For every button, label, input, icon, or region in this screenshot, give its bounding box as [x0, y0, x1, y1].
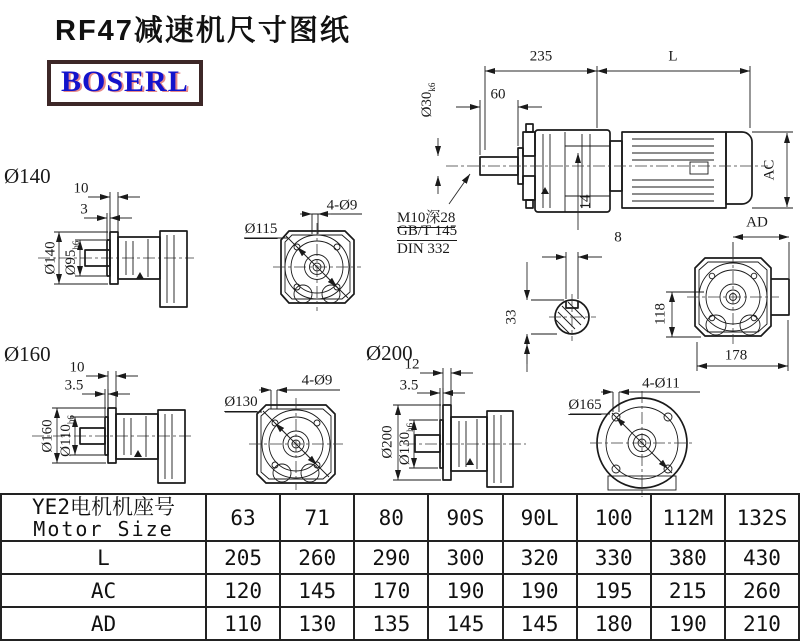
dim-160-spigot: $Ø110_{h6}$ [58, 415, 76, 457]
dim-14: 14 [577, 194, 594, 210]
size-col: 80 [354, 494, 428, 541]
dim-235: 235 [529, 48, 553, 65]
table-header-row [1, 494, 799, 541]
cell-L: 260 [280, 541, 354, 574]
dim-200-3-5: 3.5 [399, 377, 419, 394]
cell-L: 205 [206, 541, 280, 574]
motor-size-header-cn: YE2电机机座号 [32, 494, 175, 519]
dim-140-holes: 4-Ø9 [326, 197, 358, 214]
cell-L: 430 [725, 541, 799, 574]
note-thread: M10深28 [397, 206, 455, 228]
cell-AD: 145 [503, 607, 577, 640]
page-title: RF47减速机尺寸图纸 [55, 15, 351, 47]
dim-160-holes: 4-Ø9 [301, 372, 333, 389]
row-label-L: L [1, 541, 206, 574]
cell-AD: 145 [428, 607, 502, 640]
dim-200-outer: Ø200 [379, 425, 396, 459]
cell-AD: 210 [725, 607, 799, 640]
dim-160-outer: Ø160 [39, 419, 56, 453]
cell-AC: 190 [503, 574, 577, 607]
cell-L: 300 [428, 541, 502, 574]
table-row-AD [1, 607, 799, 640]
dim-AC: AC [761, 159, 778, 181]
cell-AC: 195 [577, 574, 651, 607]
cell-L: 320 [503, 541, 577, 574]
cell-AC: 145 [280, 574, 354, 607]
label-flange-160: Ø160 [4, 342, 51, 366]
dim-160-bolt-circle: Ø130 [224, 394, 258, 410]
row-label-AD: AD [1, 607, 206, 640]
dim-178: 178 [724, 347, 748, 364]
dim-shaft-diameter: $Ø30_{k6}$ [419, 82, 437, 118]
dim-200-spigot: $Ø130_{h6}$ [397, 422, 415, 466]
cell-L: 330 [577, 541, 651, 574]
motor-size-header [1, 494, 206, 541]
dim-200-bolt-circle: Ø165 [568, 397, 602, 413]
dim-140-3: 3 [80, 201, 88, 218]
size-col: 132S [725, 494, 799, 541]
label-flange-200: Ø200 [366, 341, 413, 365]
size-col: 112M [651, 494, 725, 541]
note-din: DIN 332 [397, 241, 450, 257]
cell-AD: 110 [206, 607, 280, 640]
dim-AD: AD [746, 214, 768, 231]
cell-AC: 170 [354, 574, 428, 607]
dim-key-33: 33 [503, 309, 520, 325]
dim-L: L [668, 48, 678, 65]
flange140-side-view [38, 192, 194, 307]
cell-AC: 215 [651, 574, 725, 607]
table-row-L [1, 541, 799, 574]
dim-200-holes: 4-Ø11 [642, 375, 680, 392]
dim-keyway-8: 8 [614, 229, 622, 246]
note-gbt: GB/T 145 [397, 223, 458, 239]
dim-140-10: 10 [73, 180, 89, 197]
motor-size-header-en: Motor Size [33, 516, 174, 541]
cell-AC: 190 [428, 574, 502, 607]
dim-140-outer: Ø140 [42, 241, 59, 275]
cell-AC: 120 [206, 574, 280, 607]
cell-AD: 135 [354, 607, 428, 640]
row-label-AC: AC [1, 574, 206, 607]
cell-L: 380 [651, 541, 725, 574]
cell-AC: 260 [725, 574, 799, 607]
spec-table [0, 493, 800, 641]
boserl-logo-text: BOSERL [61, 65, 189, 98]
cell-L: 290 [354, 541, 428, 574]
dim-118: 118 [652, 303, 669, 325]
size-col: 100 [577, 494, 651, 541]
label-flange-140: Ø140 [4, 164, 51, 188]
dim-140-bolt-circle: Ø115 [244, 221, 278, 237]
dim-140-spigot: $Ø95_{h6}$ [63, 240, 81, 276]
size-col: 90S [428, 494, 502, 541]
dim-60: 60 [490, 86, 506, 103]
cell-AD: 180 [577, 607, 651, 640]
shaft-key-section [527, 252, 602, 372]
size-col: 63 [206, 494, 280, 541]
cell-AD: 130 [280, 607, 354, 640]
table-row-AC [1, 574, 799, 607]
dim-160-3-5: 3.5 [64, 377, 84, 394]
size-col: 71 [280, 494, 354, 541]
cell-AD: 190 [651, 607, 725, 640]
dim-200-12: 12 [404, 356, 420, 373]
size-col: 90L [503, 494, 577, 541]
dim-160-10: 10 [69, 359, 85, 376]
